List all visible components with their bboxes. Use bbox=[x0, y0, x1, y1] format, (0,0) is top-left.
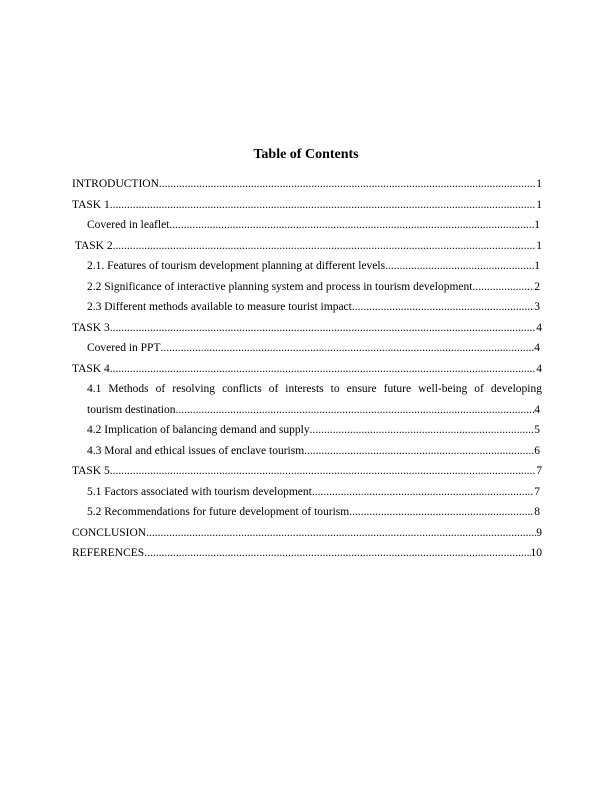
toc-entry-label: Covered in PPT bbox=[87, 342, 161, 354]
toc-entry-task-1[interactable] bbox=[72, 195, 542, 216]
dot-leader bbox=[160, 338, 534, 359]
table-of-contents bbox=[72, 174, 542, 564]
toc-entry-2-3[interactable] bbox=[72, 297, 540, 318]
dot-leader bbox=[110, 195, 537, 216]
dot-leader bbox=[175, 400, 534, 421]
toc-page-number: 7 bbox=[534, 485, 540, 498]
toc-entry-label: TASK 3 bbox=[72, 321, 110, 334]
dot-leader bbox=[110, 461, 537, 482]
toc-entry-task-3[interactable] bbox=[72, 318, 542, 339]
page-title: Table of Contents bbox=[253, 147, 359, 162]
toc-page-number: 2 bbox=[534, 280, 540, 293]
toc-entry-label: 4.2 Implication of balancing demand and supply bbox=[87, 424, 310, 436]
toc-entry-covered-in-ppt[interactable] bbox=[72, 338, 540, 359]
toc-entry-label: 4.3 Moral and ethical issues of enclave tourism bbox=[87, 444, 305, 457]
toc-entry-introduction[interactable] bbox=[72, 174, 542, 195]
toc-entry-label: 2.3 Different methods available to measure tourist impact bbox=[87, 301, 352, 313]
toc-entry-label: 2.1. Features of tourism development planning at different levels bbox=[87, 260, 386, 272]
toc-entry-4-2[interactable] bbox=[72, 420, 540, 441]
toc-page-number: 5 bbox=[534, 424, 540, 436]
dot-leader bbox=[310, 420, 535, 441]
toc-page-number: 10 bbox=[530, 547, 542, 559]
toc-entry-2-1[interactable] bbox=[72, 256, 540, 277]
toc-entry-covered-in-leaflet[interactable] bbox=[72, 215, 540, 236]
toc-entry-label: 5.2 Recommendations for future development of tourism bbox=[87, 506, 350, 518]
toc-entry-label: tourism destination bbox=[87, 403, 176, 416]
dot-leader bbox=[352, 297, 534, 318]
toc-page-number: 4 bbox=[534, 403, 540, 416]
toc-page-number: 1 bbox=[536, 239, 542, 252]
toc-page-number: 1 bbox=[534, 219, 540, 231]
dot-leader bbox=[472, 277, 534, 298]
dot-leader bbox=[113, 236, 537, 257]
dot-leader bbox=[385, 256, 534, 277]
toc-entry-label: 5.1 Factors associated with tourism development bbox=[87, 485, 312, 498]
toc-entry-task-4[interactable] bbox=[72, 359, 542, 380]
toc-entry-label: CONCLUSION bbox=[72, 526, 147, 539]
toc-entry-label: 2.2 Significance of interactive planning system and process in tourism development bbox=[87, 280, 473, 293]
toc-entry-label: Covered in leaflet bbox=[87, 219, 170, 231]
toc-entry-task-2[interactable] bbox=[72, 236, 542, 257]
dot-leader bbox=[159, 174, 536, 195]
toc-entry-label: TASK 1 bbox=[72, 198, 110, 211]
dot-leader bbox=[349, 502, 534, 523]
toc-page-number: 4 bbox=[536, 362, 542, 375]
toc-page-number: 6 bbox=[534, 444, 540, 457]
toc-page-number: 9 bbox=[536, 526, 542, 539]
dot-leader bbox=[169, 215, 534, 236]
dot-leader bbox=[144, 543, 530, 564]
dot-leader bbox=[110, 318, 537, 339]
toc-entry-references[interactable] bbox=[72, 543, 542, 564]
toc-entry-4-3[interactable] bbox=[72, 441, 540, 462]
toc-entry-task-5[interactable] bbox=[72, 461, 542, 482]
toc-entry-5-2[interactable] bbox=[72, 502, 540, 523]
toc-entry-conclusion[interactable] bbox=[72, 523, 542, 544]
toc-page-number: 4 bbox=[536, 321, 542, 334]
dot-leader bbox=[312, 482, 534, 503]
toc-page-number: 8 bbox=[534, 506, 540, 518]
toc-entry-label: INTRODUCTION bbox=[72, 178, 159, 190]
toc-entry-label: TASK 5 bbox=[72, 465, 110, 477]
toc-entry-4-1[interactable] bbox=[72, 379, 542, 420]
toc-entry-label: TASK 4 bbox=[72, 362, 110, 375]
toc-entry-continuation bbox=[87, 400, 540, 421]
toc-entry-label: 4.1 Methods of resolving conflicts of interests to ensure future well-being of developing bbox=[87, 383, 542, 395]
dot-leader bbox=[304, 441, 534, 462]
toc-entry-label: TASK 2 bbox=[74, 239, 113, 252]
toc-page-number: 1 bbox=[534, 260, 540, 272]
toc-page-number: 1 bbox=[536, 198, 542, 211]
toc-entry-2-2[interactable] bbox=[72, 277, 540, 298]
toc-page-number: 1 bbox=[536, 178, 542, 190]
dot-leader bbox=[146, 523, 536, 544]
toc-entry-5-1[interactable] bbox=[72, 482, 540, 503]
toc-page-number: 7 bbox=[536, 465, 542, 477]
dot-leader bbox=[110, 359, 537, 380]
toc-page-number: 4 bbox=[534, 342, 540, 354]
toc-entry-label: REFERENCES bbox=[72, 547, 145, 559]
toc-page-number: 3 bbox=[534, 301, 540, 313]
